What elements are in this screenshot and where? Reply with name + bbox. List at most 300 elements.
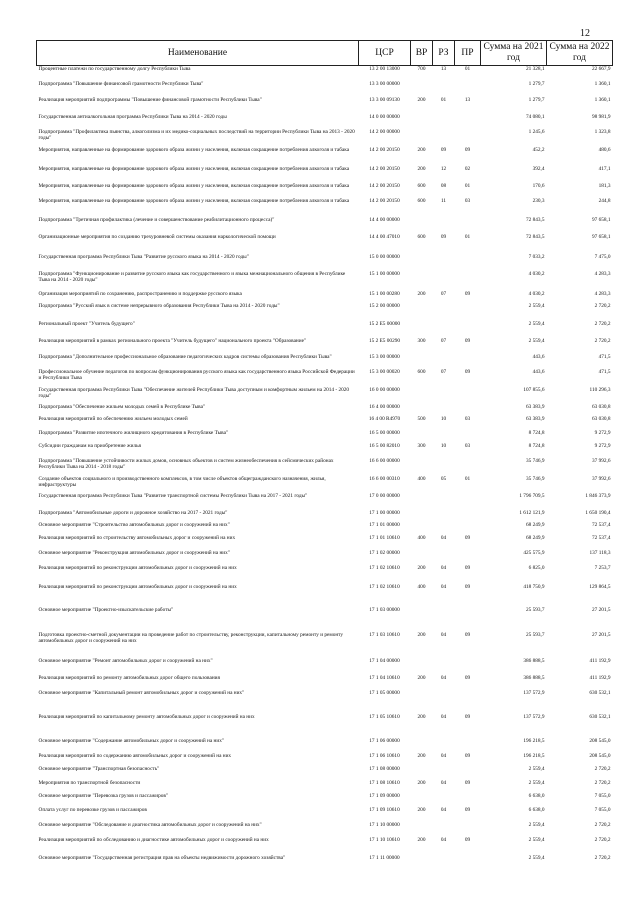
- row-code: 17 1 09 10610: [369, 806, 400, 813]
- row-rz: 11: [440, 197, 447, 204]
- row-vr: [411, 254, 433, 271]
- row-pr: 03: [464, 442, 471, 449]
- row-name: Региональный проект "Учитель будущего": [38, 320, 135, 327]
- row-vr: 400: [417, 534, 426, 541]
- row-name: Подпрограмма "Развитие ипотечного жилищного кредитования в Республике Тыва": [38, 429, 229, 436]
- table-row: [37, 271, 613, 291]
- row-pr: 09: [464, 583, 471, 590]
- row-sum-2022: 1 360,1: [594, 80, 611, 87]
- row-sum-2021: 1 279,7: [528, 80, 545, 87]
- row-sum-2022: 110 296,3: [589, 386, 611, 393]
- row-pr: [455, 303, 481, 321]
- row-sum-2021: 2 559,4: [528, 821, 545, 828]
- row-sum-2021: 4 030,2: [528, 270, 545, 277]
- row-code: 17 1 10 00000: [369, 821, 400, 828]
- row-pr: [455, 81, 481, 97]
- row-sum-2022: 480,6: [598, 146, 611, 153]
- row-sum-2022: 137 118,3: [589, 549, 611, 556]
- table-row: [37, 387, 613, 404]
- row-code: 17 1 08 10610: [369, 779, 400, 786]
- row-name: Подпрограмма "Повышение финансовой грамотности Республики Тыва": [38, 80, 204, 87]
- row-sum-2021: 1 796 709,5: [519, 492, 545, 499]
- row-sum-2021: 443,6: [532, 368, 545, 375]
- row-vr: [411, 855, 433, 873]
- row-pr: [455, 738, 481, 753]
- table-row: [37, 416, 613, 430]
- row-sum-2021: 63 383,9: [525, 403, 545, 410]
- row-sum-2021: 74 080,1: [525, 113, 545, 120]
- row-sum-2021: 418 750,9: [523, 583, 545, 590]
- row-pr: [455, 254, 481, 271]
- row-code: 16 5 00 00000: [369, 429, 400, 436]
- row-pr: 01: [464, 233, 471, 240]
- row-name: Подпрограмма "Повышение устойчивости жилых домов, основных объектов и систем жизнеобеспечения в сейсмических районах Республики Тыва на 2014 - 2018 годы": [38, 457, 334, 470]
- row-code: 15 2 Е5 00000: [368, 320, 401, 327]
- table-row: [37, 675, 613, 690]
- table-header: [37, 41, 613, 66]
- row-name: Субсидии гражданам на приобретение жилья: [38, 442, 141, 449]
- row-name: Реализация мероприятий по ремонту автомобильных дорог общего пользования: [38, 674, 220, 681]
- page-number: 12: [580, 28, 590, 39]
- table-row: [37, 714, 613, 738]
- row-pr: [455, 114, 481, 129]
- table-row: [37, 658, 613, 675]
- row-pr: 01: [464, 475, 471, 482]
- row-sum-2022: 97 658,1: [591, 233, 611, 240]
- row-vr: [411, 493, 433, 510]
- row-pr: [455, 607, 481, 632]
- row-pr: 09: [464, 713, 471, 720]
- row-name: Подпрограмма "Дополнительное профессиональное образование педагогических кадров системы образования Республики Тыва": [38, 353, 332, 360]
- row-rz: 04: [440, 752, 447, 759]
- row-sum-2021: 2 559,4: [528, 302, 545, 309]
- table-row: [37, 97, 613, 114]
- row-vr: 200: [417, 290, 426, 297]
- table-row: [37, 458, 613, 476]
- row-sum-2022: 129 864,5: [589, 583, 611, 590]
- row-name: Государственная программа Республики Тыва "Развитие транспортной системы Республики Тыва на 2017 - 2021 годы": [38, 492, 308, 499]
- row-sum-2022: 471,5: [598, 368, 611, 375]
- row-rz: [433, 510, 455, 522]
- table-row: [37, 147, 613, 166]
- row-code: 17 1 03 10610: [369, 631, 400, 638]
- row-name: Процентные платежи по государственному долгу Республики Тыва: [38, 66, 191, 72]
- table-row: [37, 738, 613, 753]
- row-vr: 400: [417, 475, 426, 482]
- table-row: [37, 129, 613, 147]
- table-row: [37, 837, 613, 855]
- header-vr: ВР: [411, 41, 433, 66]
- row-pr: [455, 458, 481, 476]
- row-pr: [455, 855, 481, 873]
- table-row: [37, 510, 613, 522]
- row-code: 17 1 06 00000: [369, 737, 400, 744]
- row-pr: [455, 387, 481, 404]
- row-vr: [411, 738, 433, 753]
- row-sum-2021: 8 724,8: [528, 442, 545, 449]
- row-sum-2022: 37 992,6: [591, 457, 611, 464]
- row-sum-2022: 7 253,7: [594, 564, 611, 571]
- row-pr: [455, 766, 481, 780]
- row-rz: 10: [440, 415, 447, 422]
- row-code: 17 1 04 00000: [369, 657, 400, 664]
- row-sum-2021: 170,6: [532, 182, 545, 189]
- row-sum-2021: 196 218,5: [523, 752, 545, 759]
- row-rz: [433, 690, 455, 714]
- row-sum-2022: 2 720,2: [594, 320, 611, 327]
- row-rz: 04: [440, 713, 447, 720]
- table-row: [37, 81, 613, 97]
- table-row: [37, 753, 613, 766]
- row-name: Реализация мероприятий в рамках регионального проекта "Учитель будущего" национального проекта "Образование": [38, 337, 307, 344]
- row-rz: [433, 387, 455, 404]
- row-sum-2022: 1 650 190,4: [585, 509, 611, 516]
- row-vr: 200: [417, 165, 426, 172]
- table-row: [37, 234, 613, 254]
- row-code: 14 2 00 20150: [369, 146, 400, 153]
- row-sum-2022: 1 360,1: [594, 96, 611, 103]
- row-code: 16 0 00 00000: [369, 386, 400, 393]
- row-code: 17 1 05 00000: [369, 689, 400, 696]
- row-sum-2021: 1 612 121,9: [519, 509, 545, 516]
- row-code: 15 3 00 00020: [369, 368, 400, 375]
- row-vr: 600: [417, 368, 426, 375]
- row-sum-2021: 6 825,0: [528, 564, 545, 571]
- row-vr: [411, 129, 433, 147]
- row-rz: [433, 493, 455, 510]
- table-row: [37, 291, 613, 303]
- row-vr: [411, 387, 433, 404]
- row-sum-2022: 7 055,0: [594, 792, 611, 799]
- row-code: 14 4 00 00000: [369, 216, 400, 223]
- row-code: 13 3 00 09130: [369, 96, 400, 103]
- row-sum-2021: 1 279,7: [528, 96, 545, 103]
- row-name: Основное мероприятие "Проектно-изыскательские работы": [38, 606, 174, 613]
- row-sum-2022: 7 475,0: [594, 253, 611, 260]
- row-pr: [455, 129, 481, 147]
- row-sum-2022: 1 323,8: [594, 128, 611, 135]
- table-body: [37, 66, 613, 873]
- row-sum-2021: 386 888,5: [523, 674, 545, 681]
- row-vr: [411, 354, 433, 369]
- table-row: [37, 321, 613, 338]
- row-vr: 200: [417, 631, 426, 638]
- row-sum-2021: 68 249,9: [525, 534, 545, 541]
- row-name: Подпрограмма "Русский язык в системе непрерывного образования Республики Тыва на 2014 - 2020 годы": [38, 302, 280, 309]
- row-sum-2021: 2 559,4: [528, 765, 545, 772]
- row-sum-2022: 27 201,5: [591, 606, 611, 613]
- row-sum-2021: 8 724,8: [528, 429, 545, 436]
- row-code: 13 2 00 13000: [369, 66, 400, 72]
- header-name: Наименование: [37, 41, 359, 66]
- table-row: [37, 217, 613, 234]
- row-vr: 200: [417, 779, 426, 786]
- table-row: [37, 254, 613, 271]
- row-rz: 04: [440, 674, 447, 681]
- row-name: Подпрограмма "Третичная профилактика (лечение и совершенствование реабилитационного процесса)": [38, 216, 275, 223]
- row-sum-2022: 2 720,2: [594, 302, 611, 309]
- table-row: [37, 766, 613, 780]
- row-rz: [433, 822, 455, 837]
- row-code: 17 1 02 00000: [369, 549, 400, 556]
- row-sum-2022: 27 201,5: [591, 631, 611, 638]
- row-sum-2021: 72 843,5: [525, 216, 545, 223]
- row-vr: [411, 690, 433, 714]
- row-sum-2021: 230,3: [532, 197, 545, 204]
- row-vr: [411, 430, 433, 443]
- row-code: 17 1 02 10610: [369, 583, 400, 590]
- row-name: Основное мероприятие "Обследование и диагностика автомобильных дорог и сооружений на них": [38, 821, 262, 828]
- table-row: [37, 632, 613, 658]
- row-code: 15 2 00 00000: [369, 302, 400, 309]
- row-name: Государственная антиалкогольная программа Республики Тыва на 2014 - 2020 годы: [38, 113, 227, 120]
- row-name: Мероприятия по транспортной безопасности: [38, 779, 141, 786]
- row-sum-2021: 1 245,6: [528, 128, 545, 135]
- row-vr: [411, 217, 433, 234]
- row-vr: [411, 510, 433, 522]
- row-name: Мероприятия, направленные на формирование здорового образа жизни у населения, включая сокращение потребления алкоголя и табака: [38, 146, 350, 153]
- row-sum-2022: 4 283,3: [594, 290, 611, 297]
- row-sum-2021: 2 559,4: [528, 836, 545, 843]
- row-rz: [433, 217, 455, 234]
- row-rz: 07: [440, 337, 447, 344]
- header-sum-2021: Сумма на 2021 год: [481, 41, 547, 66]
- row-code: 15 1 00 00280: [369, 290, 400, 297]
- row-rz: [433, 522, 455, 535]
- row-code: 14 4 00 47010: [369, 233, 400, 240]
- row-vr: 400: [417, 583, 426, 590]
- row-sum-2021: 392,4: [532, 165, 545, 172]
- row-code: 17 1 01 10610: [369, 534, 400, 541]
- row-code: 15 2 Е5 00290: [368, 337, 401, 344]
- row-rz: [433, 404, 455, 416]
- row-vr: [411, 303, 433, 321]
- row-vr: [411, 404, 433, 416]
- row-rz: [433, 129, 455, 147]
- row-sum-2021: 7 033,2: [528, 253, 545, 260]
- row-name: Основное мероприятие "Транспортная безопасность": [38, 765, 160, 772]
- row-sum-2021: 68 249,9: [525, 521, 545, 528]
- row-sum-2022: 208 545,0: [589, 752, 611, 759]
- row-code: 17 1 10 10610: [369, 836, 400, 843]
- row-sum-2022: 37 992,6: [591, 475, 611, 482]
- row-code: 16 4 00 00000: [369, 403, 400, 410]
- row-code: 17 1 02 10610: [369, 564, 400, 571]
- table-row: [37, 198, 613, 217]
- row-name: Подпрограмма "Обеспечение жильем молодых семей в Республике Тыва": [38, 403, 206, 410]
- row-code: 15 0 00 00000: [369, 253, 400, 260]
- table-row: [37, 690, 613, 714]
- header-pr: ПР: [455, 41, 481, 66]
- row-sum-2022: 181,3: [598, 182, 611, 189]
- table-row: [37, 338, 613, 354]
- row-vr: 300: [417, 337, 426, 344]
- row-sum-2021: 2 559,4: [528, 320, 545, 327]
- row-sum-2021: 25 593,7: [525, 606, 545, 613]
- row-pr: 09: [464, 337, 471, 344]
- row-name: Организация мероприятий по сохранению, распространению и поддержке русского языка: [38, 290, 242, 297]
- row-code: 14 2 00 00000: [369, 128, 400, 135]
- row-pr: [455, 271, 481, 291]
- row-rz: 09: [440, 146, 447, 153]
- row-name: Реализация мероприятий по обеспечению жильем молодых семей: [38, 415, 188, 422]
- row-name: Реализация мероприятий по капитальному ремонту автомобильных дорог и сооружений на них: [38, 713, 255, 720]
- row-name: Подпрограмма "Профилактика пьянства, алкоголизма и их медико-социальных последствий на территории Республики Тыва на 2013 - 2020 годы": [38, 128, 355, 141]
- row-name: Мероприятия, направленные на формирование здорового образа жизни у населения, включая сокращение потребления алкоголя и табака: [38, 165, 350, 172]
- row-rz: [433, 793, 455, 807]
- row-vr: [411, 607, 433, 632]
- row-rz: [433, 114, 455, 129]
- row-sum-2022: 97 658,1: [591, 216, 611, 223]
- row-name: Основное мероприятие "Государственная регистрация прав на объекты недвижимости дорожного хозяйства": [38, 854, 286, 861]
- row-code: 17 1 05 10610: [369, 713, 400, 720]
- row-rz: [433, 458, 455, 476]
- row-pr: 09: [464, 779, 471, 786]
- table-row: [37, 584, 613, 607]
- row-sum-2022: 63 030,8: [591, 415, 611, 422]
- row-pr: [455, 493, 481, 510]
- row-vr: [411, 114, 433, 129]
- row-pr: 09: [464, 146, 471, 153]
- row-rz: [433, 855, 455, 873]
- row-rz: 04: [440, 806, 447, 813]
- row-sum-2022: 63 030,8: [591, 403, 611, 410]
- row-pr: 03: [464, 415, 471, 422]
- row-code: 17 1 01 00000: [369, 521, 400, 528]
- table-row: [37, 565, 613, 584]
- table-row: [37, 303, 613, 321]
- row-sum-2021: 63 383,9: [525, 415, 545, 422]
- row-sum-2022: 22 667,9: [591, 66, 611, 72]
- row-name: Реализация мероприятий по содержанию автомобильных дорог и сооружений на них: [38, 752, 232, 759]
- row-rz: 10: [440, 442, 447, 449]
- row-vr: 200: [417, 96, 426, 103]
- row-pr: 09: [464, 564, 471, 571]
- row-sum-2021: 425 575,9: [523, 549, 545, 556]
- row-vr: 300: [417, 442, 426, 449]
- row-pr: [455, 522, 481, 535]
- row-code: 16 6 00 00000: [369, 457, 400, 464]
- row-sum-2022: 2 720,2: [594, 854, 611, 861]
- row-sum-2022: 2 720,2: [594, 821, 611, 828]
- row-sum-2022: 4 283,3: [594, 270, 611, 277]
- row-vr: 600: [417, 233, 426, 240]
- row-name: Подпрограмма "Функционирование и развитие русского языка как государственного и языка межнационального общения в Республике Тыва на 2014 - 2020 годы": [38, 270, 346, 283]
- row-sum-2022: 2 720,2: [594, 765, 611, 772]
- table-row: [37, 476, 613, 493]
- row-vr: [411, 766, 433, 780]
- table-row: [37, 535, 613, 550]
- row-sum-2022: 2 720,2: [594, 779, 611, 786]
- row-vr: [411, 458, 433, 476]
- row-name: Основное мероприятие "Капитальный ремонт автомобильных дорог и сооружений на них": [38, 689, 245, 696]
- row-sum-2021: 2 559,4: [528, 337, 545, 344]
- row-sum-2021: 2 559,4: [528, 779, 545, 786]
- row-vr: [411, 271, 433, 291]
- row-vr: 200: [417, 752, 426, 759]
- row-pr: [455, 404, 481, 416]
- row-pr: [455, 793, 481, 807]
- row-name: Создание объектов социального и производственного комплексов, в том числе объектов общегражданского назначения, жилья, инфраструктуры: [38, 475, 326, 488]
- row-rz: [433, 738, 455, 753]
- row-code: 15 3 00 00000: [369, 353, 400, 360]
- row-vr: [411, 81, 433, 97]
- row-sum-2022: 630 532,1: [589, 689, 611, 696]
- row-name: Реализация мероприятий по реконструкции автомобильных дорог и сооружений на них: [38, 583, 237, 590]
- header-rz: РЗ: [433, 41, 455, 66]
- row-sum-2022: 630 532,1: [589, 713, 611, 720]
- row-sum-2022: 98 981,9: [591, 113, 611, 120]
- row-pr: 01: [464, 66, 471, 72]
- row-pr: 09: [464, 368, 471, 375]
- row-sum-2021: 443,6: [532, 353, 545, 360]
- row-rz: [433, 607, 455, 632]
- row-sum-2022: 411 192,9: [589, 657, 611, 664]
- row-code: 14 2 00 20150: [369, 197, 400, 204]
- row-pr: [455, 550, 481, 565]
- row-rz: 04: [440, 583, 447, 590]
- row-vr: 200: [417, 836, 426, 843]
- row-vr: [411, 522, 433, 535]
- row-sum-2022: 9 272,9: [594, 442, 611, 449]
- header-code: ЦСР: [359, 41, 411, 66]
- row-vr: 200: [417, 564, 426, 571]
- row-name: Мероприятия, направленные на формирование здорового образа жизни у населения, включая сокращение потребления алкоголя и табака: [38, 182, 350, 189]
- table-row: [37, 493, 613, 510]
- row-sum-2021: 4 030,2: [528, 290, 545, 297]
- table-row: [37, 780, 613, 793]
- row-vr: 200: [417, 806, 426, 813]
- row-sum-2021: 6 638,0: [528, 806, 545, 813]
- row-sum-2021: 386 888,5: [523, 657, 545, 664]
- row-sum-2021: 25 593,7: [525, 631, 545, 638]
- table-row: [37, 183, 613, 198]
- budget-table: [36, 40, 613, 873]
- row-pr: 09: [464, 806, 471, 813]
- row-code: 16 4 00 R4970: [368, 415, 401, 422]
- row-rz: [433, 271, 455, 291]
- row-code: 14 2 00 20150: [369, 182, 400, 189]
- row-pr: [455, 321, 481, 338]
- row-rz: 04: [440, 631, 447, 638]
- row-rz: 05: [440, 475, 447, 482]
- row-vr: [411, 550, 433, 565]
- row-sum-2022: 244,8: [598, 197, 611, 204]
- row-name: Реализация мероприятий по строительству автомобильных дорог и сооружений на них: [38, 534, 236, 541]
- row-rz: 08: [440, 182, 447, 189]
- table-row: [37, 369, 613, 387]
- row-pr: 09: [464, 836, 471, 843]
- header-sum-2022: Сумма на 2022 год: [547, 41, 613, 66]
- row-rz: [433, 321, 455, 338]
- row-sum-2022: 72 537,4: [591, 534, 611, 541]
- row-rz: 13: [440, 66, 447, 72]
- row-sum-2021: 2 559,4: [528, 854, 545, 861]
- row-pr: 09: [464, 752, 471, 759]
- row-vr: 200: [417, 713, 426, 720]
- row-name: Основное мероприятие "Содержание автомобильных дорог и сооружений на них": [38, 737, 225, 744]
- row-rz: 12: [440, 165, 447, 172]
- row-code: 16 6 00 00310: [369, 475, 400, 482]
- row-sum-2022: 208 545,0: [589, 737, 611, 744]
- row-rz: [433, 254, 455, 271]
- row-sum-2022: 9 272,9: [594, 429, 611, 436]
- row-vr: 200: [417, 674, 426, 681]
- row-rz: 04: [440, 779, 447, 786]
- table-row: [37, 607, 613, 632]
- row-rz: 07: [440, 368, 447, 375]
- row-rz: [433, 766, 455, 780]
